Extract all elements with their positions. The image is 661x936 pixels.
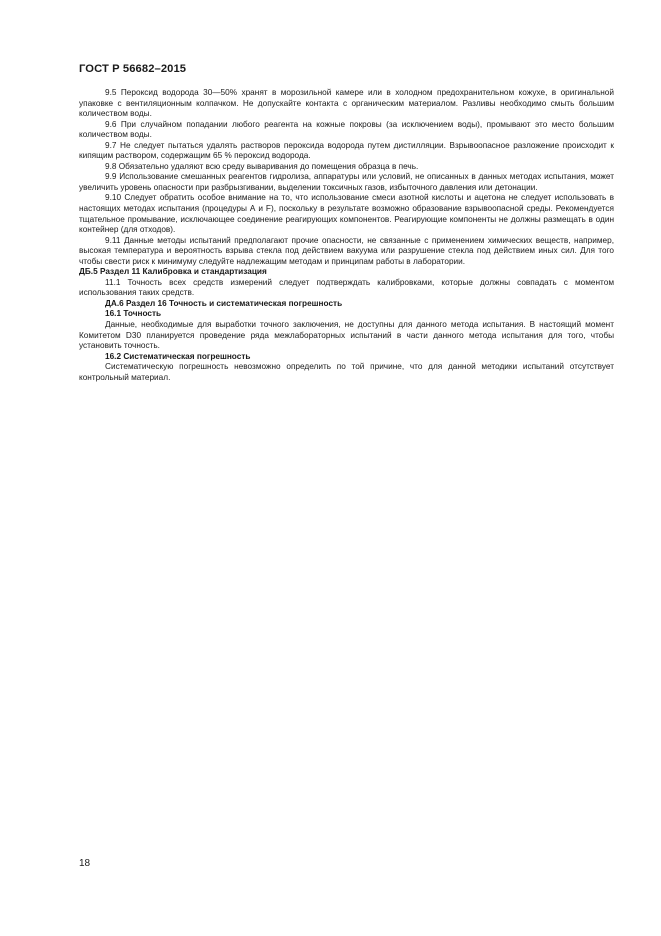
paragraph-9-9: 9.9 Использование смешанных реагентов гидролиза, аппаратуры или условий, не описанных в данных методах испытания, может увеличить уровень опасности при разбрызгивании, выделении токсичных газов, избыточного давления или детонации. bbox=[79, 172, 614, 192]
paragraph-9-5: 9.5 Пероксид водорода 30—50% хранят в морозильной камере или в холодном предохранительном кожухе, в оригинальной упаковке с вентиляционным колпачком. Не допускайте контакта с органическим материалом. Разливы необходимо смыть большим количеством воды. bbox=[79, 88, 614, 119]
paragraph-9-7: 9.7 Не следует пытаться удалять растворов пероксида водорода путем дистилляции. Взрывоопасное разложение происходит к кипящим раствором, содержащим 65 % пероксид водорода. bbox=[79, 140, 614, 161]
paragraph-11-1: 11.1 Точность всех средств измерений следует подтверждать калибровками, которые должны совпадать с моментом использования таких средств. bbox=[79, 277, 614, 298]
document-header: ГОСТ Р 56682–2015 bbox=[79, 63, 187, 75]
paragraph-16-2: Систематическую погрешность невозможно определить по той причине, что для данной методики испытаний отсутствует контрольный материал. bbox=[79, 362, 614, 382]
page-number: 18 bbox=[79, 858, 91, 869]
heading-db5: ДБ.5 Раздел 11 Калибровка и стандартизация bbox=[79, 267, 267, 277]
document-body bbox=[79, 88, 614, 383]
paragraph-9-8: 9.8 Обязательно удаляют всю среду вываривания до помещения образца в печь. bbox=[105, 161, 419, 171]
paragraph-16-1: Данные, необходимые для выработки точного заключения, не доступны для данного метода испытания. В настоящий момент Комитетом D30 планируется проведение ряда межлабораторных испытаний в части данного метода испытания для того, чтобы установить точность. bbox=[79, 320, 614, 351]
heading-16-1: 16.1 Точность bbox=[105, 309, 162, 319]
paragraph-9-10: 9.10 Следует обратить особое внимание на то, что использование смеси азотной кислоты и ацетона не следует использовать в настоящих методах испытания (процедуры А и F), поскольку в результате возможно образование взрывоопасной среды. Рекомендуется тщательное промывание, исключающее соединение реагирующих компонентов. Реагирующие компоненты не должны размещать в один контейнер (для отходов). bbox=[79, 193, 614, 235]
paragraph-9-11: 9.11 Данные методы испытаний предполагают прочие опасности, не связанные с применением химических веществ, например, высокая температура и вероятность взрыва стекла под действием вакуума или разрушение стекла под действием иных сил. Для того чтобы свести риск к минимуму следуйте надлежащим методам и принципам работы в лаборатории. bbox=[79, 235, 614, 266]
heading-da6: ДА.6 Раздел 16 Точность и систематическая погрешность bbox=[105, 298, 343, 308]
heading-16-2: 16.2 Систематическая погрешность bbox=[105, 351, 251, 361]
paragraph-9-6: 9.6 При случайном попадании любого реагента на кожные покровы (за исключением воды), промывают это место большим количеством воды. bbox=[79, 119, 614, 140]
